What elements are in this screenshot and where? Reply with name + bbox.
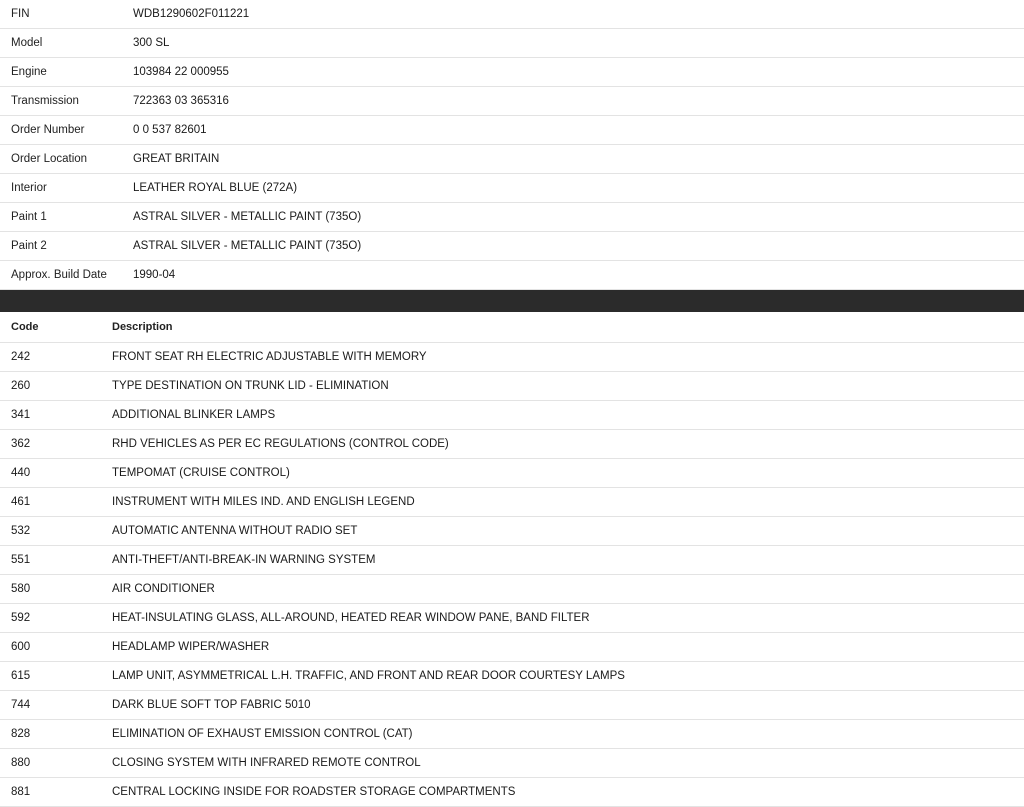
description-cell: TYPE DESTINATION ON TRUNK LID - ELIMINATION (112, 380, 389, 392)
equipment-codes-table (0, 312, 1024, 807)
code-cell: 828 (11, 728, 31, 740)
description-cell: ANTI-THEFT/ANTI-BREAK-IN WARNING SYSTEM (112, 554, 376, 566)
table-row (0, 517, 1024, 546)
description-cell: CENTRAL LOCKING INSIDE FOR ROADSTER STORAGE COMPARTMENTS (112, 786, 516, 798)
table-row (0, 343, 1024, 372)
table-row (0, 58, 1024, 87)
description-cell: AIR CONDITIONER (112, 583, 215, 595)
spec-value: 103984 22 000955 (133, 66, 229, 78)
spec-label: FIN (11, 8, 30, 20)
spec-label: Order Number (11, 124, 85, 136)
section-separator-band (0, 290, 1024, 312)
description-cell: TEMPOMAT (CRUISE CONTROL) (112, 467, 290, 479)
description-cell: DARK BLUE SOFT TOP FABRIC 5010 (112, 699, 311, 711)
spec-label: Transmission (11, 95, 79, 107)
table-row (0, 29, 1024, 58)
spec-value: ASTRAL SILVER - METALLIC PAINT (735O) (133, 211, 362, 223)
spec-label: Model (11, 37, 43, 49)
table-row (0, 372, 1024, 401)
spec-label: Approx. Build Date (11, 269, 107, 281)
spec-value: 1990-04 (133, 269, 176, 281)
code-cell: 600 (11, 641, 31, 653)
spec-value: LEATHER ROYAL BLUE (272A) (133, 182, 298, 194)
table-row (0, 430, 1024, 459)
code-cell: 242 (11, 351, 31, 363)
table-row (0, 0, 1024, 29)
table-row (0, 604, 1024, 633)
code-cell: 551 (11, 554, 31, 566)
table-row (0, 459, 1024, 488)
table-row (0, 261, 1024, 290)
code-cell: 461 (11, 496, 31, 508)
spec-value: GREAT BRITAIN (133, 153, 220, 165)
code-cell: 615 (11, 670, 31, 682)
description-cell: ELIMINATION OF EXHAUST EMISSION CONTROL (CAT) (112, 728, 413, 740)
spec-label: Paint 1 (11, 211, 47, 223)
code-cell: 881 (11, 786, 31, 798)
description-cell: HEADLAMP WIPER/WASHER (112, 641, 270, 653)
spec-label: Interior (11, 182, 47, 194)
table-row (0, 116, 1024, 145)
description-cell: ADDITIONAL BLINKER LAMPS (112, 409, 276, 421)
table-row (0, 232, 1024, 261)
code-cell: 532 (11, 525, 31, 537)
table-row (0, 174, 1024, 203)
equipment-codes-head (0, 312, 1024, 343)
spec-value: 300 SL (133, 37, 170, 49)
table-row (0, 749, 1024, 778)
spec-label: Engine (11, 66, 47, 78)
equipment-codes-body (0, 343, 1024, 807)
vehicle-spec-body (0, 0, 1024, 290)
table-row (0, 145, 1024, 174)
spec-value: 722363 03 365316 (133, 95, 229, 107)
code-cell: 592 (11, 612, 31, 624)
description-cell: INSTRUMENT WITH MILES IND. AND ENGLISH LEGEND (112, 496, 415, 508)
table-row (0, 691, 1024, 720)
table-row (0, 633, 1024, 662)
table-row (0, 488, 1024, 517)
description-cell: RHD VEHICLES AS PER EC REGULATIONS (CONTROL CODE) (112, 438, 449, 450)
spec-value: 0 0 537 82601 (133, 124, 207, 136)
code-cell: 260 (11, 380, 31, 392)
code-cell: 580 (11, 583, 31, 595)
vehicle-spec-table (0, 0, 1024, 290)
spec-value: ASTRAL SILVER - METALLIC PAINT (735O) (133, 240, 362, 252)
spec-label: Paint 2 (11, 240, 47, 252)
table-row (0, 203, 1024, 232)
code-cell: 362 (11, 438, 31, 450)
table-row (0, 662, 1024, 691)
description-cell: LAMP UNIT, ASYMMETRICAL L.H. TRAFFIC, AND FRONT AND REAR DOOR COURTESY LAMPS (112, 670, 625, 682)
code-cell: 341 (11, 409, 31, 421)
description-cell: CLOSING SYSTEM WITH INFRARED REMOTE CONTROL (112, 757, 421, 769)
table-row (0, 87, 1024, 116)
table-row (0, 720, 1024, 749)
table-row (0, 575, 1024, 604)
column-header-description: Description (112, 321, 173, 333)
code-cell: 880 (11, 757, 31, 769)
table-row (0, 778, 1024, 807)
code-cell: 744 (11, 699, 31, 711)
description-cell: HEAT-INSULATING GLASS, ALL-AROUND, HEATED REAR WINDOW PANE, BAND FILTER (112, 612, 590, 624)
table-header-row (0, 312, 1024, 343)
code-cell: 440 (11, 467, 31, 479)
column-header-code: Code (11, 321, 39, 333)
table-row (0, 546, 1024, 575)
description-cell: FRONT SEAT RH ELECTRIC ADJUSTABLE WITH MEMORY (112, 351, 427, 363)
spec-value: WDB1290602F011221 (133, 8, 250, 20)
description-cell: AUTOMATIC ANTENNA WITHOUT RADIO SET (112, 525, 358, 537)
spec-label: Order Location (11, 153, 88, 165)
table-row (0, 401, 1024, 430)
